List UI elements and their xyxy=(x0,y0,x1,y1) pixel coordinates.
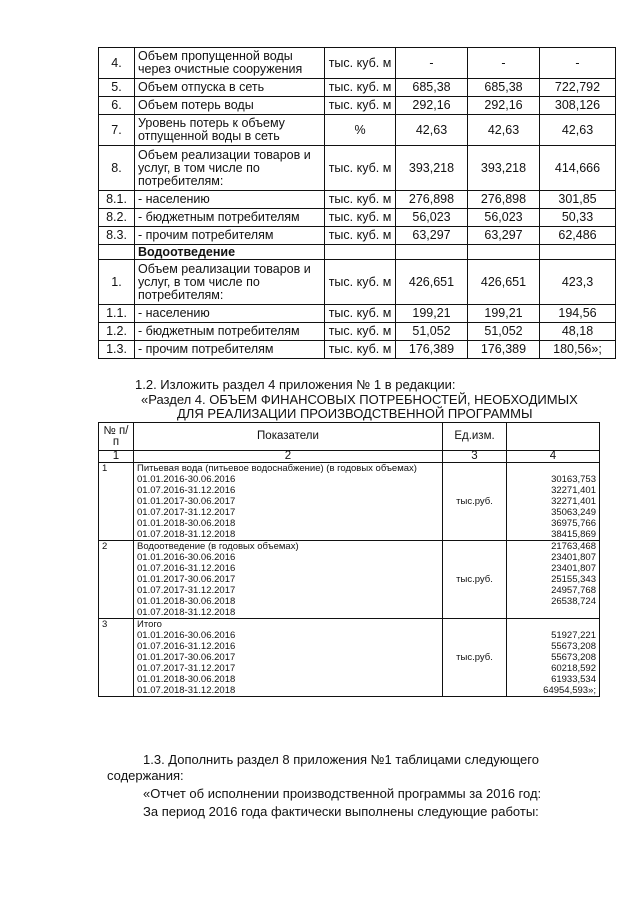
value-cell-1: 63,297 xyxy=(396,227,468,245)
value-cell-1: 426,651 xyxy=(396,260,468,305)
production-indicators-table xyxy=(98,47,616,359)
indicator-title: Питьевая вода (питьевое водоснабжение) (в годовых объемах) xyxy=(137,463,417,474)
amount: 38415,869 xyxy=(551,529,596,540)
col-num-3: 3 xyxy=(443,451,507,463)
table-header-row xyxy=(99,423,600,451)
value-cell-1: 276,898 xyxy=(396,191,468,209)
unit-cell: тыс.руб. xyxy=(443,463,507,541)
value-cell-1: - xyxy=(396,48,468,79)
header-indicator: Показатели xyxy=(134,423,443,451)
value-cell-2: 42,63 xyxy=(468,115,540,146)
amount: 21763,468 xyxy=(551,541,596,552)
unit-cell xyxy=(325,245,396,260)
indicator-name: - населению xyxy=(135,191,325,209)
row-number: 6. xyxy=(99,97,135,115)
value-cell-3 xyxy=(540,245,616,260)
unit-cell: тыс. куб. м xyxy=(325,48,396,79)
value-cell-3: - xyxy=(540,48,616,79)
period: 01.01.2018-30.06.2018 xyxy=(137,596,236,607)
unit-cell: тыс.руб. xyxy=(443,619,507,697)
section-4-title-line-2: ДЛЯ РЕАЛИЗАЦИИ ПРОИЗВОДСТВЕННОЙ ПРОГРАММЫ xyxy=(177,406,533,421)
amount: 60218,592 xyxy=(551,663,596,674)
period: 01.07.2018-31.12.2018 xyxy=(137,529,236,540)
amount: 25155,343 xyxy=(551,574,596,585)
table-row xyxy=(99,541,600,619)
unit-cell: тыс. куб. м xyxy=(325,260,396,305)
value-cell-3: 301,85 xyxy=(540,191,616,209)
value-cell-1: 51,052 xyxy=(396,323,468,341)
col-num-1: 1 xyxy=(99,451,134,463)
period: 01.01.2018-30.06.2018 xyxy=(137,518,236,529)
financial-needs-table xyxy=(98,422,600,697)
value-cell-3: 48,18 xyxy=(540,323,616,341)
value-cell-2: 199,21 xyxy=(468,305,540,323)
paragraph-1-2: 1.2. Изложить раздел 4 приложения № 1 в редакции: xyxy=(135,377,456,392)
value-cell-1: 393,218 xyxy=(396,146,468,191)
value-cell-1: 176,389 xyxy=(396,341,468,359)
row-number: 2 xyxy=(99,541,134,619)
table-row xyxy=(99,191,616,209)
amount: 55673,208 xyxy=(551,652,596,663)
value-cell-2: - xyxy=(468,48,540,79)
amount: 61933,534 xyxy=(551,674,596,685)
amount-cell xyxy=(507,541,600,619)
indicator-title: Водоотведение (в годовых объемах) xyxy=(137,541,299,552)
unit-cell: тыс. куб. м xyxy=(325,209,396,227)
value-cell-3: 180,56»; xyxy=(540,341,616,359)
amount: 24957,768 xyxy=(551,585,596,596)
row-number: 7. xyxy=(99,115,135,146)
amount: 35063,249 xyxy=(551,507,596,518)
amount: 32271,401 xyxy=(551,485,596,496)
header-value xyxy=(507,423,600,451)
indicator-name: - населению xyxy=(135,305,325,323)
value-cell-2: 292,16 xyxy=(468,97,540,115)
period: 01.07.2018-31.12.2018 xyxy=(137,685,236,696)
unit-cell: тыс. куб. м xyxy=(325,191,396,209)
period: 01.01.2016-30.06.2016 xyxy=(137,630,236,641)
unit-cell: тыс.руб. xyxy=(443,541,507,619)
unit-cell: % xyxy=(325,115,396,146)
period-works-line: За период 2016 года фактически выполнены следующие работы: xyxy=(143,804,539,819)
column-number-row xyxy=(99,451,600,463)
table-row xyxy=(99,146,616,191)
indicator-name: Объем пропущенной воды через очистные сооружения xyxy=(135,48,325,79)
table-row xyxy=(99,79,616,97)
period: 01.01.2017-30.06.2017 xyxy=(137,652,236,663)
value-cell-1: 199,21 xyxy=(396,305,468,323)
row-number: 8.3. xyxy=(99,227,135,245)
value-cell-2: 56,023 xyxy=(468,209,540,227)
table-row xyxy=(99,227,616,245)
table-row xyxy=(99,305,616,323)
value-cell-3: 50,33 xyxy=(540,209,616,227)
indicator-name: - прочим потребителям xyxy=(135,341,325,359)
value-cell-2: 63,297 xyxy=(468,227,540,245)
indicator-name: - бюджетным потребителям xyxy=(135,209,325,227)
table-row xyxy=(99,115,616,146)
row-number: 1.3. xyxy=(99,341,135,359)
unit-cell: тыс. куб. м xyxy=(325,323,396,341)
value-cell-2: 393,218 xyxy=(468,146,540,191)
value-cell-3: 62,486 xyxy=(540,227,616,245)
table-row xyxy=(99,323,616,341)
value-cell-3: 423,3 xyxy=(540,260,616,305)
value-cell-1: 56,023 xyxy=(396,209,468,227)
table-row xyxy=(99,341,616,359)
amount: 64954,593»; xyxy=(543,685,596,696)
value-cell-2: 276,898 xyxy=(468,191,540,209)
row-number: 1.2. xyxy=(99,323,135,341)
amount: 55673,208 xyxy=(551,641,596,652)
value-cell-2 xyxy=(468,245,540,260)
period: 01.07.2017-31.12.2017 xyxy=(137,585,236,596)
unit-cell: тыс. куб. м xyxy=(325,79,396,97)
indicator-cell xyxy=(134,541,443,619)
table-row xyxy=(99,260,616,305)
table-row xyxy=(99,209,616,227)
period: 01.01.2018-30.06.2018 xyxy=(137,674,236,685)
row-number: 5. xyxy=(99,79,135,97)
row-number: 8.2. xyxy=(99,209,135,227)
amount: 26538,724 xyxy=(551,596,596,607)
paragraph-1-3-continued: содержания: xyxy=(107,768,184,783)
amount: 32271,401 xyxy=(551,496,596,507)
value-cell-1: 685,38 xyxy=(396,79,468,97)
row-number: 1. xyxy=(99,260,135,305)
value-cell-3: 42,63 xyxy=(540,115,616,146)
table-row xyxy=(99,619,600,697)
value-cell-1 xyxy=(396,245,468,260)
unit-cell: тыс. куб. м xyxy=(325,305,396,323)
indicator-cell xyxy=(134,463,443,541)
indicator-title: Итого xyxy=(137,619,162,630)
table-row xyxy=(99,97,616,115)
indicator-name: Объем отпуска в сеть xyxy=(135,79,325,97)
table-row xyxy=(99,463,600,541)
unit-cell: тыс. куб. м xyxy=(325,146,396,191)
table-row xyxy=(99,48,616,79)
period: 01.07.2017-31.12.2017 xyxy=(137,663,236,674)
report-heading: «Отчет об исполнении производственной программы за 2016 год: xyxy=(143,786,542,801)
period: 01.01.2016-30.06.2016 xyxy=(137,552,236,563)
value-cell-1: 42,63 xyxy=(396,115,468,146)
indicator-name: Объем реализации товаров и услуг, в том числе по потребителям: xyxy=(135,146,325,191)
unit-cell: тыс. куб. м xyxy=(325,341,396,359)
value-cell-3: 308,126 xyxy=(540,97,616,115)
indicator-name: - бюджетным потребителям xyxy=(135,323,325,341)
value-cell-3: 414,666 xyxy=(540,146,616,191)
period: 01.07.2017-31.12.2017 xyxy=(137,507,236,518)
period: 01.07.2016-31.12.2016 xyxy=(137,641,236,652)
section-number-cell xyxy=(99,245,135,260)
period: 01.01.2016-30.06.2016 xyxy=(137,474,236,485)
row-number: 4. xyxy=(99,48,135,79)
period: 01.01.2017-30.06.2017 xyxy=(137,574,236,585)
period: 01.07.2018-31.12.2018 xyxy=(137,607,236,618)
period: 01.01.2017-30.06.2017 xyxy=(137,496,236,507)
amount: 36975,766 xyxy=(551,518,596,529)
indicator-cell xyxy=(134,619,443,697)
amount: 23401,807 xyxy=(551,552,596,563)
row-number: 8.1. xyxy=(99,191,135,209)
unit-cell: тыс. куб. м xyxy=(325,227,396,245)
value-cell-2: 51,052 xyxy=(468,323,540,341)
value-cell-3: 722,792 xyxy=(540,79,616,97)
section-row xyxy=(99,245,616,260)
row-number: 3 xyxy=(99,619,134,697)
amount: 23401,807 xyxy=(551,563,596,574)
period: 01.07.2016-31.12.2016 xyxy=(137,563,236,574)
value-cell-3: 194,56 xyxy=(540,305,616,323)
amount-cell xyxy=(507,619,600,697)
row-number: 8. xyxy=(99,146,135,191)
indicator-name: Объем реализации товаров и услуг, в том числе по потребителям: xyxy=(135,260,325,305)
period: 01.07.2016-31.12.2016 xyxy=(137,485,236,496)
header-number: № п/п xyxy=(99,423,134,451)
indicator-name: Объем потерь воды xyxy=(135,97,325,115)
section-4-title-line-1: «Раздел 4. ОБЪЕМ ФИНАНСОВЫХ ПОТРЕБНОСТЕЙ, НЕОБХОДИМЫХ xyxy=(141,392,578,407)
amount: 51927,221 xyxy=(551,630,596,641)
indicator-name: - прочим потребителям xyxy=(135,227,325,245)
row-number: 1 xyxy=(99,463,134,541)
col-num-2: 2 xyxy=(134,451,443,463)
indicator-name: Уровень потерь к объему отпущенной воды в сеть xyxy=(135,115,325,146)
value-cell-2: 426,651 xyxy=(468,260,540,305)
paragraph-1-3: 1.3. Дополнить раздел 8 приложения №1 таблицами следующего xyxy=(143,752,539,767)
value-cell-2: 685,38 xyxy=(468,79,540,97)
value-cell-1: 292,16 xyxy=(396,97,468,115)
amount-cell xyxy=(507,463,600,541)
row-number: 1.1. xyxy=(99,305,135,323)
section-title: Водоотведение xyxy=(135,245,325,260)
col-num-4: 4 xyxy=(507,451,600,463)
value-cell-2: 176,389 xyxy=(468,341,540,359)
unit-cell: тыс. куб. м xyxy=(325,97,396,115)
header-unit: Ед.изм. xyxy=(443,423,507,451)
amount: 30163,753 xyxy=(551,474,596,485)
